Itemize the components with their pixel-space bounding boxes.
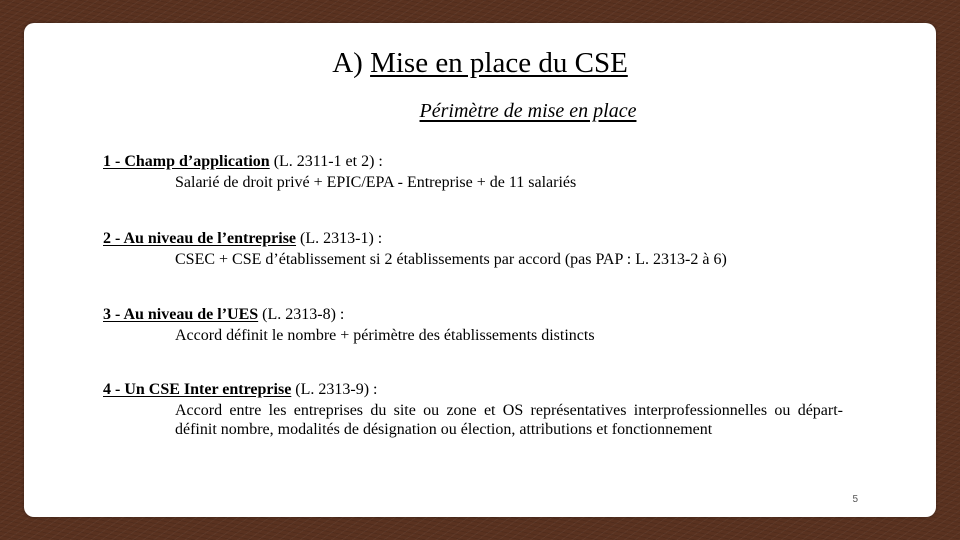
slide-title: [24, 45, 936, 81]
section-reference: (L. 2311-1 et 2) :: [273, 153, 383, 170]
section-body: CSEC + CSE d’établissement si 2 établissements par accord (pas PAP : L. 2313-2 à 6): [175, 251, 727, 268]
section-heading-label: 2 - Au niveau de l’entreprise: [103, 230, 297, 247]
section-heading: [103, 229, 863, 248]
slide: [24, 23, 936, 517]
page-number: 5: [852, 494, 858, 505]
section-cse-inter-entreprise: [103, 380, 863, 439]
section-body: Salarié de droit privé + EPIC/EPA - Entreprise + de 11 salariés: [175, 174, 577, 191]
title-prefix: A): [332, 47, 363, 79]
section-heading-label: 1 - Champ d’application: [103, 153, 270, 170]
section-reference: (L. 2313-1) :: [300, 230, 383, 247]
section-body: Accord définit le nombre + périmètre des établissements distincts: [175, 327, 595, 344]
section-heading: [103, 152, 863, 171]
slide-subtitle: Périmètre de mise en place: [419, 100, 637, 122]
section-heading: [103, 380, 863, 399]
section-reference: (L. 2313-8) :: [262, 306, 345, 323]
section-heading: [103, 305, 863, 324]
section-heading-label: 3 - Au niveau de l’UES: [103, 306, 259, 323]
section-reference: (L. 2313-9) :: [295, 381, 378, 398]
section-heading-label: 4 - Un CSE Inter entreprise: [103, 381, 292, 398]
section-champ-application: [103, 152, 863, 192]
title-main: Mise en place du CSE: [370, 47, 628, 79]
section-niveau-entreprise: [103, 229, 863, 269]
section-body: Accord entre les entreprises du site ou zone et OS représentatives interprofessionnelles ou départ- définit nombre, modalités de désignation ou élection, attributions et fonctionnement: [175, 402, 843, 438]
section-niveau-ues: [103, 305, 863, 345]
